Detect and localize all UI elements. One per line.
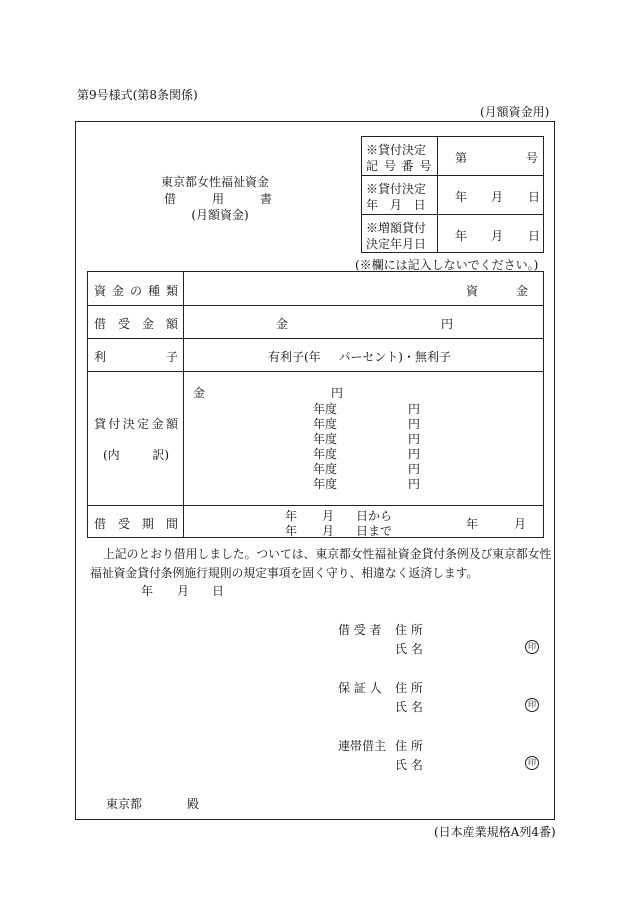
label-char: 借 <box>94 517 107 531</box>
official-row2-label1: ※貸付決定 <box>366 182 427 196</box>
breakdown-year: 年度 <box>313 447 338 461</box>
borrower-role: 借 受 者 <box>338 623 382 637</box>
divider <box>87 338 544 339</box>
label-char: 借 <box>94 317 107 331</box>
official-row2-month: 月 <box>491 190 504 204</box>
title-char: 書 <box>260 192 273 206</box>
period-to-year: 年 <box>285 524 298 538</box>
paper-size: (日本産業規格A列4番) <box>434 825 556 839</box>
official-row1-label1: ※貸付決定 <box>366 143 427 157</box>
statement-line2: 福祉資金貸付条例施行規則の規定事項を固く守り、相違なく返済します。 <box>90 566 479 580</box>
breakdown-year: 年度 <box>313 417 338 431</box>
official-note: (※欄には記入しないでください。) <box>355 258 539 272</box>
breakdown-yen: 円 <box>408 447 421 461</box>
addressee-honorific: 殿 <box>187 797 200 811</box>
form-usage: (月額資金用) <box>480 105 550 119</box>
guarantor-role: 保 証 人 <box>338 681 382 695</box>
divider <box>361 175 544 176</box>
label-char: 受 <box>117 517 130 531</box>
breakdown-yen: 円 <box>408 432 421 446</box>
date-year: 年 <box>141 584 154 598</box>
divider <box>87 305 544 306</box>
period-from-year: 年 <box>285 509 298 523</box>
period-from-month: 月 <box>322 509 335 523</box>
label-char: 付 <box>108 417 121 431</box>
loan-amount-label <box>94 315 178 332</box>
title-char: 用 <box>212 192 225 206</box>
period-span-year: 年 <box>466 517 479 531</box>
label-char: 金 <box>111 284 124 298</box>
label-char: 期 <box>141 517 154 531</box>
interest-value: 有利子(年 パーセント)・無利子 <box>268 350 451 364</box>
breakdown-yen: 円 <box>408 417 421 431</box>
official-row2-day: 日 <box>528 190 541 204</box>
period-label <box>94 515 178 532</box>
loan-amount-prefix: 金 <box>276 317 289 331</box>
period-to-day: 日まで <box>356 524 393 538</box>
divider <box>87 505 544 506</box>
official-row3-label2: 決定年月日 <box>366 237 427 251</box>
official-row1-value-left: 第 <box>455 151 468 165</box>
breakdown-year: 年度 <box>313 432 338 446</box>
decided-total-suffix: 円 <box>331 386 344 400</box>
label-char: 貸 <box>94 417 107 431</box>
label-char: 子 <box>165 350 178 364</box>
title-char: 借 <box>164 192 177 206</box>
official-row3-year: 年 <box>455 229 468 243</box>
label-char: 決 <box>122 417 135 431</box>
coborrower-role: 連帯借主 <box>338 739 387 753</box>
statement-line1: 上記のとおり借用しました。ついては、東京都女性福祉資金貸付条例及び東京都女性 <box>103 547 552 561</box>
official-row1-value-right: 号 <box>526 151 539 165</box>
coborrower-address: 住 所 <box>395 739 423 753</box>
label-char: 類 <box>165 284 178 298</box>
guarantor-name: 氏 名 <box>395 700 423 714</box>
official-row3-label1: ※増額貸付 <box>366 221 427 235</box>
divider <box>361 214 544 215</box>
decided-total-prefix: 金 <box>193 386 206 400</box>
divider <box>87 371 544 372</box>
label-char: 金 <box>141 317 154 331</box>
label-char: 定 <box>137 417 150 431</box>
breakdown-year: 年度 <box>313 402 338 416</box>
official-row2-year: 年 <box>455 190 468 204</box>
label-char: 間 <box>165 517 178 531</box>
official-row3-month: 月 <box>491 229 504 243</box>
label-char: 額 <box>165 417 178 431</box>
official-row3-day: 日 <box>528 229 541 243</box>
fund-type-label <box>94 282 178 299</box>
breakdown-yen: 円 <box>408 477 421 491</box>
form-id: 第9号様式(第8条関係) <box>77 88 198 102</box>
coborrower-name: 氏 名 <box>395 758 423 772</box>
decided-amount-sublabel <box>103 446 169 463</box>
breakdown-year: 年度 <box>313 477 338 491</box>
official-row1-label2: 記 号 番 号 <box>366 159 433 173</box>
divider <box>437 136 438 253</box>
label-char: の <box>129 284 142 298</box>
period-span-month: 月 <box>514 517 527 531</box>
label-char: 資 <box>94 284 107 298</box>
fund-type-value-1: 資 <box>466 284 479 298</box>
label-char: 種 <box>147 284 160 298</box>
label-char: 額 <box>165 317 178 331</box>
title-line1: 東京都女性福祉資金 <box>160 175 269 189</box>
date-day: 日 <box>212 584 225 598</box>
official-row2-label2: 年 月 日 <box>366 198 430 212</box>
label-char: 訳) <box>152 448 169 462</box>
label-char: (内 <box>103 448 120 462</box>
borrower-address: 住 所 <box>395 623 423 637</box>
breakdown-yen: 円 <box>408 402 421 416</box>
label-char: 受 <box>117 317 130 331</box>
seal-icon: 印 <box>525 640 539 654</box>
period-to-month: 月 <box>322 524 335 538</box>
seal-icon: 印 <box>525 698 539 712</box>
interest-label <box>94 348 178 365</box>
guarantor-address: 住 所 <box>395 681 423 695</box>
divider <box>183 271 184 538</box>
decided-amount-label <box>94 415 178 432</box>
fund-type-value-2: 金 <box>516 284 529 298</box>
loan-amount-suffix: 円 <box>441 317 454 331</box>
title-line3: (月額資金) <box>191 208 249 222</box>
period-from-day: 日から <box>356 509 393 523</box>
addressee-place: 東京都 <box>106 797 143 811</box>
label-char: 金 <box>151 417 164 431</box>
seal-icon: 印 <box>525 756 539 770</box>
breakdown-yen: 円 <box>408 462 421 476</box>
date-month: 月 <box>177 584 190 598</box>
breakdown-year: 年度 <box>313 462 338 476</box>
borrower-name: 氏 名 <box>395 642 423 656</box>
label-char: 利 <box>94 350 107 364</box>
